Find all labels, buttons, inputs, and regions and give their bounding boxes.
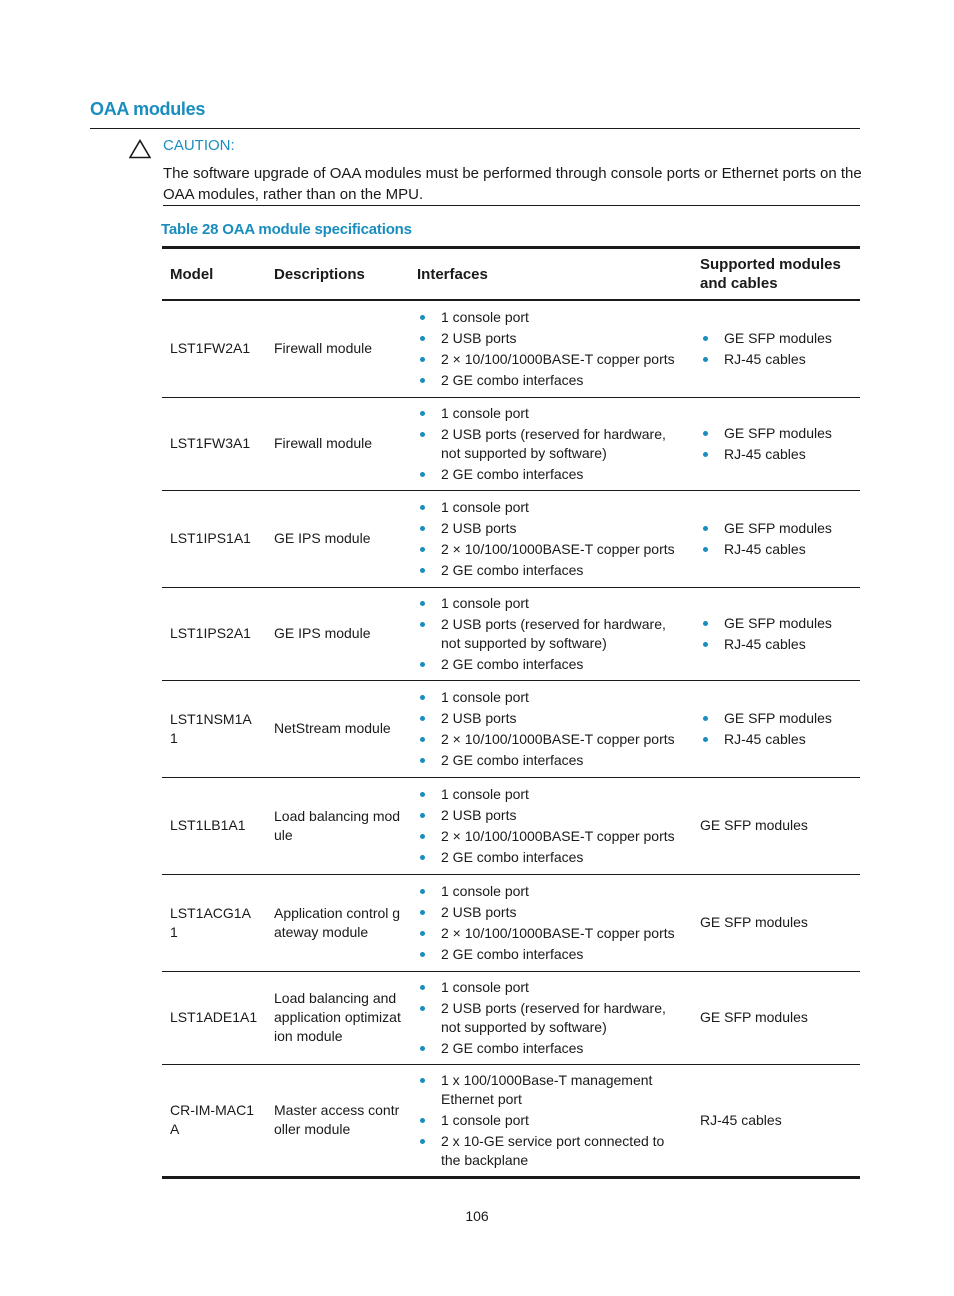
cell-description: Application control gateway module xyxy=(266,874,409,971)
table-row xyxy=(162,490,860,587)
supported-list xyxy=(700,709,852,749)
cell-model: LST1ADE1A1 xyxy=(162,971,266,1064)
list-item: 1 console port xyxy=(417,594,684,613)
cell-interfaces xyxy=(409,777,692,874)
cell-description: Load balancing module xyxy=(266,777,409,874)
list-item: GE SFP modules xyxy=(700,329,852,348)
list-item: 1 console port xyxy=(417,785,684,804)
list-item: 2 x 10-GE service port connected to the backplane xyxy=(417,1132,684,1170)
list-item: 2 GE combo interfaces xyxy=(417,561,684,580)
list-item: 2 × 10/100/1000BASE-T copper ports xyxy=(417,924,684,943)
cell-supported: GE SFP modules xyxy=(692,777,860,874)
list-item: RJ-45 cables xyxy=(700,730,852,749)
list-item: 1 console port xyxy=(417,308,684,327)
caution-label: CAUTION: xyxy=(163,137,235,154)
column-header-interfaces: Interfaces xyxy=(409,248,692,301)
cell-interfaces xyxy=(409,1064,692,1177)
cell-interfaces xyxy=(409,397,692,490)
cell-supported: GE SFP modules xyxy=(692,874,860,971)
cell-description: Master access controller module xyxy=(274,1102,400,1137)
cell-model: LST1NSM1A1 xyxy=(162,680,266,777)
list-item: RJ-45 cables xyxy=(700,635,852,654)
list-item: 1 console port xyxy=(417,1111,684,1130)
list-item: 2 GE combo interfaces xyxy=(417,945,684,964)
cell-model: LST1FW3A1 xyxy=(162,397,266,490)
list-item: 2 USB ports xyxy=(417,903,684,922)
list-item: 2 GE combo interfaces xyxy=(417,751,684,770)
section-title: OAA modules xyxy=(90,99,206,119)
section-divider xyxy=(90,128,860,129)
interfaces-list xyxy=(417,978,684,1058)
page-number: 106 xyxy=(465,1208,489,1224)
cell-interfaces xyxy=(409,490,692,587)
list-item: 1 console port xyxy=(417,882,684,901)
column-header-descriptions: Descriptions xyxy=(266,248,409,301)
list-item: 2 USB ports xyxy=(417,519,684,538)
list-item: 2 USB ports xyxy=(417,709,684,728)
list-item: RJ-45 cables xyxy=(700,445,852,464)
list-item: RJ-45 cables xyxy=(700,540,852,559)
cell-supported xyxy=(692,300,860,397)
table-header-row xyxy=(162,248,860,301)
list-item: GE SFP modules xyxy=(700,519,852,538)
table-row xyxy=(162,300,860,397)
list-item: 1 console port xyxy=(417,688,684,707)
list-item: 2 × 10/100/1000BASE-T copper ports xyxy=(417,350,684,369)
table-row xyxy=(162,1064,860,1177)
list-item: RJ-45 cables xyxy=(700,350,852,369)
table-row xyxy=(162,971,860,1064)
cell-interfaces xyxy=(409,587,692,680)
cell-description: GE IPS module xyxy=(266,490,409,587)
cell-description: Load balancing and application optimization module xyxy=(266,971,409,1064)
supported-list xyxy=(700,329,852,369)
warning-triangle-icon xyxy=(129,139,151,159)
table-row xyxy=(162,777,860,874)
list-item: GE SFP modules xyxy=(700,424,852,443)
cell-supported xyxy=(692,397,860,490)
interfaces-list xyxy=(417,308,684,390)
caution-divider xyxy=(163,205,860,206)
interfaces-list xyxy=(417,498,684,580)
list-item: GE SFP modules xyxy=(700,709,852,728)
cell-supported xyxy=(692,490,860,587)
list-item: 2 × 10/100/1000BASE-T copper ports xyxy=(417,730,684,749)
list-item: 2 GE combo interfaces xyxy=(417,371,684,390)
table-body xyxy=(162,300,860,1177)
list-item: 1 console port xyxy=(417,404,684,423)
interfaces-list xyxy=(417,688,684,770)
cell-model: LST1LB1A1 xyxy=(162,777,266,874)
cell-description: GE IPS module xyxy=(266,587,409,680)
list-item: 2 USB ports (reserved for hardware, not supported by software) xyxy=(417,425,684,463)
cell-model: LST1IPS2A1 xyxy=(162,587,266,680)
cell-interfaces xyxy=(409,300,692,397)
interfaces-list xyxy=(417,1071,684,1170)
list-item: 2 GE combo interfaces xyxy=(417,465,684,484)
supported-list xyxy=(700,519,852,559)
interfaces-list xyxy=(417,882,684,964)
cell-model: LST1ACG1A1 xyxy=(162,874,266,971)
cell-model: LST1IPS1A1 xyxy=(162,490,266,587)
list-item: 2 USB ports (reserved for hardware, not supported by software) xyxy=(417,999,684,1037)
list-item: 2 GE combo interfaces xyxy=(417,1039,684,1058)
list-item: 2 × 10/100/1000BASE-T copper ports xyxy=(417,540,684,559)
table-caption: Table 28 OAA module specifications xyxy=(161,221,412,238)
cell-model: CR-IM-MAC1A xyxy=(170,1102,254,1137)
interfaces-list xyxy=(417,594,684,674)
table-row xyxy=(162,680,860,777)
cell-supported: GE SFP modules xyxy=(692,971,860,1064)
column-header-supported: Supported modules and cables xyxy=(692,248,860,301)
list-item: 2 USB ports xyxy=(417,806,684,825)
cell-interfaces xyxy=(409,680,692,777)
table-row xyxy=(162,587,860,680)
oaa-specs-table xyxy=(162,246,860,1179)
interfaces-list xyxy=(417,785,684,867)
cell-description: NetStream module xyxy=(266,680,409,777)
list-item: 1 x 100/1000Base-T management Ethernet port xyxy=(417,1071,684,1109)
cell-supported: RJ-45 cables xyxy=(700,1111,782,1128)
list-item: 2 USB ports xyxy=(417,329,684,348)
supported-list xyxy=(700,424,852,464)
cell-model: LST1FW2A1 xyxy=(162,300,266,397)
cell-interfaces xyxy=(409,874,692,971)
cell-description: Firewall module xyxy=(266,300,409,397)
cell-interfaces xyxy=(409,971,692,1064)
list-item: 1 console port xyxy=(417,978,684,997)
list-item: 1 console port xyxy=(417,498,684,517)
list-item: 2 × 10/100/1000BASE-T copper ports xyxy=(417,827,684,846)
table-row xyxy=(162,397,860,490)
cell-supported xyxy=(692,587,860,680)
supported-list xyxy=(700,614,852,654)
list-item: 2 USB ports (reserved for hardware, not supported by software) xyxy=(417,615,684,653)
cell-supported xyxy=(692,680,860,777)
list-item: 2 GE combo interfaces xyxy=(417,655,684,674)
list-item: GE SFP modules xyxy=(700,614,852,633)
column-header-model: Model xyxy=(162,248,266,301)
table-row xyxy=(162,874,860,971)
caution-text: The software upgrade of OAA modules must be performed through console ports or Ethernet ports on the OAA modules, rather than on the MPU. xyxy=(163,165,862,203)
interfaces-list xyxy=(417,404,684,484)
cell-description: Firewall module xyxy=(266,397,409,490)
list-item: 2 GE combo interfaces xyxy=(417,848,684,867)
